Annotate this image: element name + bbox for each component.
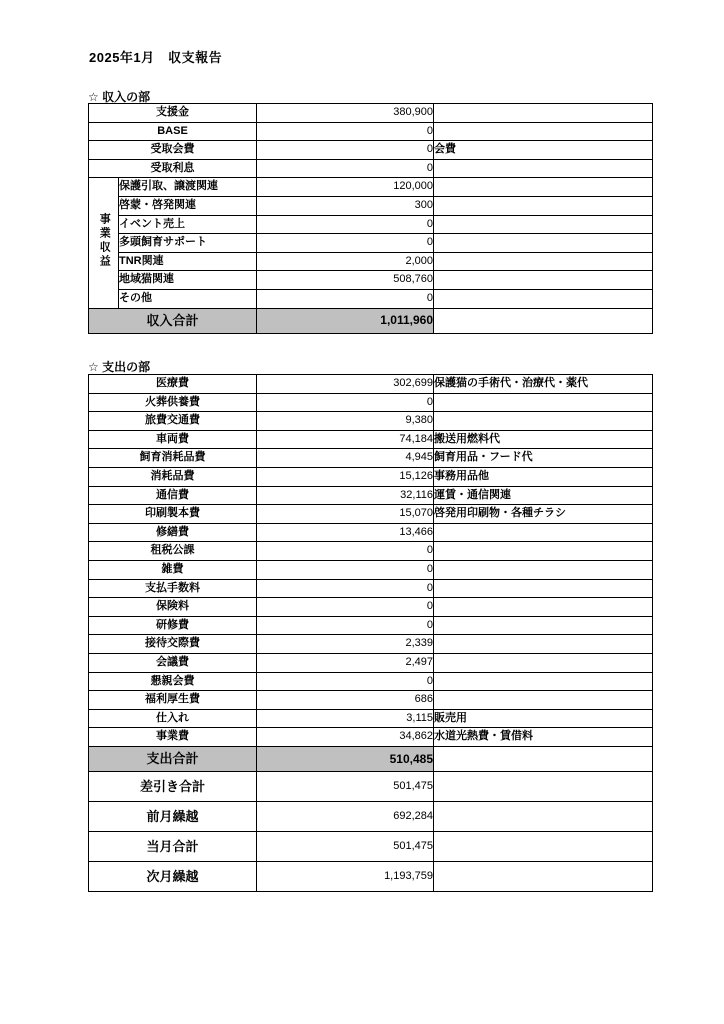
expense-note bbox=[434, 635, 653, 654]
income-category-label: 支援金 bbox=[89, 104, 257, 123]
expense-category-label: 飼育消耗品費 bbox=[89, 449, 257, 468]
income-total-amount: 1,011,960 bbox=[257, 308, 434, 333]
summary-label: 差引き合計 bbox=[89, 771, 257, 801]
expense-row bbox=[89, 653, 653, 672]
income-category-label: 受取利息 bbox=[89, 159, 257, 178]
expense-amount: 15,126 bbox=[257, 467, 434, 486]
expense-note bbox=[434, 653, 653, 672]
expense-category-label: 仕入れ bbox=[89, 709, 257, 728]
expense-category-label: 医療費 bbox=[89, 375, 257, 394]
income-note bbox=[434, 289, 653, 308]
income-amount: 0 bbox=[257, 234, 434, 253]
expense-note bbox=[434, 542, 653, 561]
income-note: 会費 bbox=[434, 141, 653, 160]
summary-amount: 692,284 bbox=[257, 801, 434, 831]
expense-amount: 0 bbox=[257, 542, 434, 561]
income-amount: 120,000 bbox=[257, 178, 434, 197]
expense-amount: 0 bbox=[257, 598, 434, 617]
expense-category-label: 会議費 bbox=[89, 653, 257, 672]
income-category-label: TNR関連 bbox=[119, 252, 257, 271]
expense-note bbox=[434, 598, 653, 617]
income-category-label: 保護引取、譲渡関連 bbox=[119, 178, 257, 197]
summary-row bbox=[89, 861, 653, 891]
expense-category-label: 租税公課 bbox=[89, 542, 257, 561]
expense-row bbox=[89, 523, 653, 542]
expense-category-label: 旅費交通費 bbox=[89, 412, 257, 431]
expense-total-row bbox=[89, 746, 653, 771]
expense-note: 水道光熱費・賃借料 bbox=[434, 728, 653, 747]
income-amount: 300 bbox=[257, 196, 434, 215]
income-amount: 0 bbox=[257, 215, 434, 234]
income-row bbox=[89, 196, 653, 215]
expense-note bbox=[434, 579, 653, 598]
expense-category-label: 火葬供養費 bbox=[89, 393, 257, 412]
summary-row bbox=[89, 771, 653, 801]
income-note bbox=[434, 252, 653, 271]
income-note bbox=[434, 234, 653, 253]
income-section-title: ☆ 収入の部 bbox=[88, 90, 151, 104]
expense-row bbox=[89, 449, 653, 468]
income-group-label-text: 事業収益 bbox=[98, 213, 111, 270]
income-category-label: 受取会費 bbox=[89, 141, 257, 160]
expense-table bbox=[88, 374, 653, 892]
expense-amount: 0 bbox=[257, 393, 434, 412]
income-amount: 380,900 bbox=[257, 104, 434, 123]
summary-amount: 501,475 bbox=[257, 771, 434, 801]
expense-note: 保護猫の手術代・治療代・薬代 bbox=[434, 375, 653, 394]
expense-row bbox=[89, 375, 653, 394]
summary-note bbox=[434, 801, 653, 831]
expense-total-label: 支出合計 bbox=[89, 746, 257, 771]
summary-note bbox=[434, 861, 653, 891]
summary-note bbox=[434, 771, 653, 801]
income-amount: 0 bbox=[257, 159, 434, 178]
expense-amount: 0 bbox=[257, 672, 434, 691]
income-row bbox=[89, 122, 653, 141]
expense-category-label: 懇親会費 bbox=[89, 672, 257, 691]
expense-category-label: 福利厚生費 bbox=[89, 691, 257, 710]
income-note bbox=[434, 196, 653, 215]
expense-row bbox=[89, 393, 653, 412]
income-row bbox=[89, 289, 653, 308]
expense-amount: 0 bbox=[257, 616, 434, 635]
expense-row bbox=[89, 542, 653, 561]
expense-note: 飼育用品・フード代 bbox=[434, 449, 653, 468]
income-row bbox=[89, 271, 653, 290]
expense-amount: 74,184 bbox=[257, 430, 434, 449]
income-row bbox=[89, 234, 653, 253]
expense-amount: 302,699 bbox=[257, 375, 434, 394]
expense-category-label: 車両費 bbox=[89, 430, 257, 449]
income-note bbox=[434, 159, 653, 178]
expense-table-body bbox=[89, 375, 653, 892]
income-category-label: 多頭飼育サポート bbox=[119, 234, 257, 253]
expense-category-label: 保険料 bbox=[89, 598, 257, 617]
income-note bbox=[434, 122, 653, 141]
expense-row bbox=[89, 728, 653, 747]
income-note bbox=[434, 215, 653, 234]
expense-row bbox=[89, 560, 653, 579]
income-category-label: イベント売上 bbox=[119, 215, 257, 234]
expense-note bbox=[434, 412, 653, 431]
expense-section-title: ☆ 支出の部 bbox=[88, 360, 151, 374]
expense-note bbox=[434, 523, 653, 542]
income-note bbox=[434, 271, 653, 290]
summary-amount: 1,193,759 bbox=[257, 861, 434, 891]
income-category-label: 地域猫関連 bbox=[119, 271, 257, 290]
expense-note: 啓発用印刷物・各種チラシ bbox=[434, 505, 653, 524]
expense-category-label: 通信費 bbox=[89, 486, 257, 505]
expense-note bbox=[434, 560, 653, 579]
expense-note bbox=[434, 672, 653, 691]
expense-amount: 686 bbox=[257, 691, 434, 710]
expense-note: 運賃・通信関連 bbox=[434, 486, 653, 505]
expense-row bbox=[89, 709, 653, 728]
income-row bbox=[89, 104, 653, 123]
expense-row bbox=[89, 467, 653, 486]
income-row bbox=[89, 178, 653, 197]
summary-label: 当月合計 bbox=[89, 831, 257, 861]
expense-total-note bbox=[434, 746, 653, 771]
expense-category-label: 消耗品費 bbox=[89, 467, 257, 486]
income-category-label: その他 bbox=[119, 289, 257, 308]
income-category-label: 啓蒙・啓発関連 bbox=[119, 196, 257, 215]
expense-amount: 15,070 bbox=[257, 505, 434, 524]
expense-amount: 32,116 bbox=[257, 486, 434, 505]
expense-category-label: 接待交際費 bbox=[89, 635, 257, 654]
summary-label: 次月繰越 bbox=[89, 861, 257, 891]
income-amount: 508,760 bbox=[257, 271, 434, 290]
expense-note: 搬送用燃料代 bbox=[434, 430, 653, 449]
expense-note: 事務用品他 bbox=[434, 467, 653, 486]
expense-row bbox=[89, 412, 653, 431]
income-amount: 0 bbox=[257, 141, 434, 160]
income-amount: 0 bbox=[257, 122, 434, 141]
expense-category-label: 印刷製本費 bbox=[89, 505, 257, 524]
income-row bbox=[89, 215, 653, 234]
expense-category-label: 事業費 bbox=[89, 728, 257, 747]
income-row bbox=[89, 141, 653, 160]
expense-amount: 2,339 bbox=[257, 635, 434, 654]
expense-category-label: 研修費 bbox=[89, 616, 257, 635]
expense-category-label: 修繕費 bbox=[89, 523, 257, 542]
expense-row bbox=[89, 598, 653, 617]
income-category-label: BASE bbox=[89, 122, 257, 141]
income-amount: 0 bbox=[257, 289, 434, 308]
expense-amount: 13,466 bbox=[257, 523, 434, 542]
expense-row bbox=[89, 579, 653, 598]
expense-row bbox=[89, 505, 653, 524]
expense-amount: 0 bbox=[257, 560, 434, 579]
expense-amount: 9,380 bbox=[257, 412, 434, 431]
expense-total-amount: 510,485 bbox=[257, 746, 434, 771]
summary-row bbox=[89, 831, 653, 861]
expense-amount: 3,115 bbox=[257, 709, 434, 728]
summary-note bbox=[434, 831, 653, 861]
expense-row bbox=[89, 486, 653, 505]
expense-row bbox=[89, 635, 653, 654]
summary-row bbox=[89, 801, 653, 831]
expense-note bbox=[434, 691, 653, 710]
expense-row bbox=[89, 616, 653, 635]
income-group-label bbox=[89, 178, 119, 308]
income-amount: 2,000 bbox=[257, 252, 434, 271]
expense-row bbox=[89, 691, 653, 710]
expense-note: 販売用 bbox=[434, 709, 653, 728]
expense-amount: 2,497 bbox=[257, 653, 434, 672]
summary-amount: 501,475 bbox=[257, 831, 434, 861]
expense-amount: 34,862 bbox=[257, 728, 434, 747]
expense-amount: 4,945 bbox=[257, 449, 434, 468]
income-table bbox=[88, 103, 653, 334]
expense-amount: 0 bbox=[257, 579, 434, 598]
expense-category-label: 支払手数料 bbox=[89, 579, 257, 598]
income-table-body bbox=[89, 104, 653, 334]
summary-label: 前月繰越 bbox=[89, 801, 257, 831]
income-note bbox=[434, 178, 653, 197]
income-total-label: 収入合計 bbox=[89, 308, 257, 333]
expense-category-label: 雑費 bbox=[89, 560, 257, 579]
income-total-note bbox=[434, 308, 653, 333]
income-row bbox=[89, 252, 653, 271]
income-row bbox=[89, 159, 653, 178]
expense-row bbox=[89, 672, 653, 691]
expense-row bbox=[89, 430, 653, 449]
page-title: 2025年1月 収支報告 bbox=[89, 50, 223, 65]
expense-note bbox=[434, 393, 653, 412]
income-total-row bbox=[89, 308, 653, 333]
expense-note bbox=[434, 616, 653, 635]
income-note bbox=[434, 104, 653, 123]
